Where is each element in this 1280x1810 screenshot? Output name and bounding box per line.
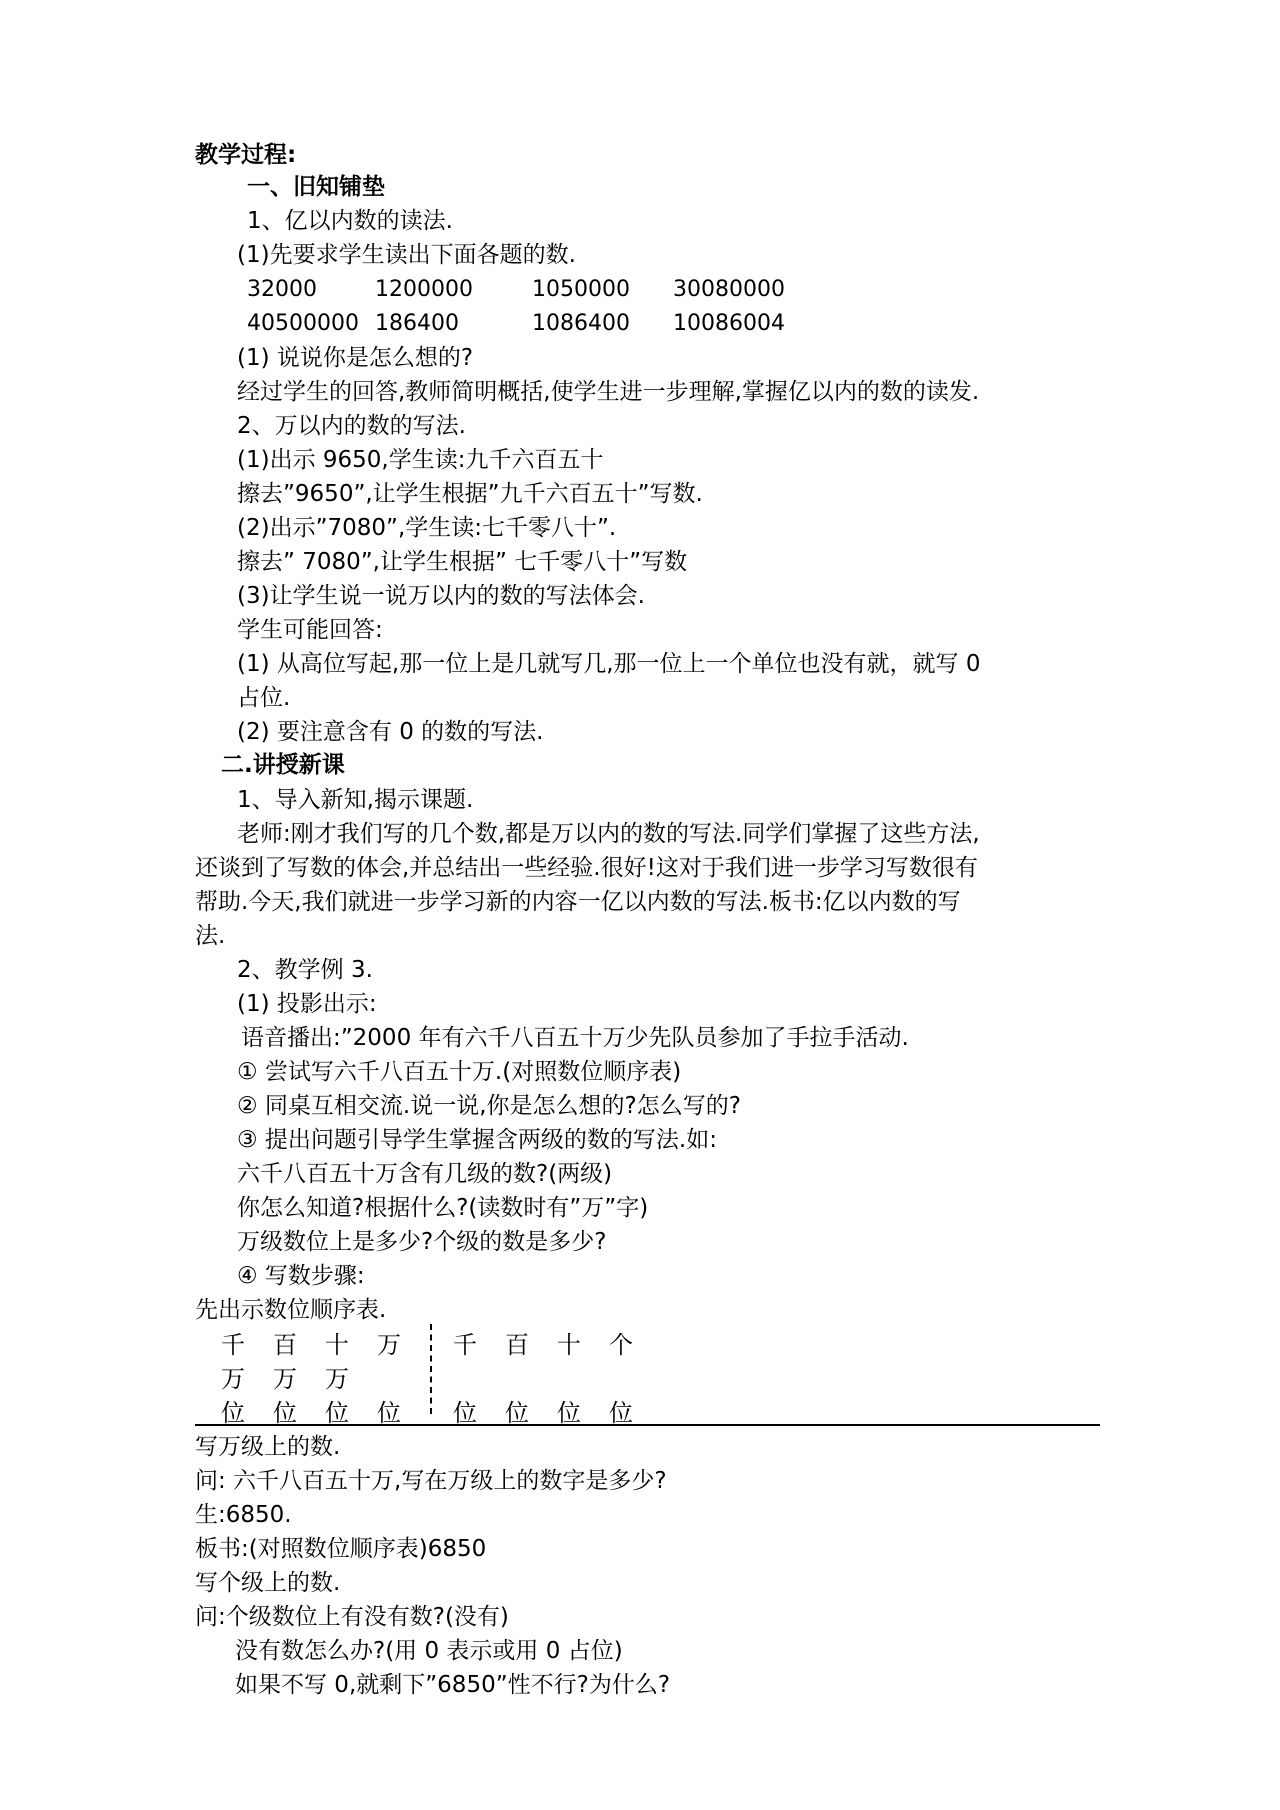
place-cell: 位 [557, 1399, 581, 1427]
horizontal-rule [195, 1424, 1100, 1426]
place-cell: 千 [453, 1331, 477, 1359]
place-cell: 千 [221, 1331, 245, 1359]
place-cell: 万 [377, 1331, 401, 1359]
paragraph: (1) 从高位写起,那一位上是几就写几,那一位上一个单位也没有就，就写 0 [237, 651, 981, 677]
paragraph: 学生可能回答: [237, 617, 383, 643]
paragraph: 擦去” 7080”,让学生根据” 七千零八十”写数 [237, 549, 688, 575]
paragraph: 生:6850. [195, 1502, 292, 1528]
paragraph: 如果不写 0,就剩下”6850”性不行?为什么? [235, 1672, 671, 1698]
place-cell: 位 [273, 1399, 297, 1427]
place-cell: 个 [609, 1331, 633, 1359]
paragraph: 万级数位上是多少?个级的数是多少? [237, 1229, 607, 1255]
paragraph: 问: 六千八百五十万,写在万级上的数字是多少? [195, 1468, 667, 1494]
place-cell: 位 [609, 1399, 633, 1427]
heading-review: 一、旧知铺垫 [247, 174, 385, 200]
number-cell: 1086400 [532, 311, 630, 336]
paragraph: (1) 说说你是怎么想的? [237, 345, 474, 371]
place-cell: 位 [325, 1399, 349, 1427]
paragraph: 1、导入新知,揭示课题. [237, 787, 474, 813]
paragraph: 帮助.今天,我们就进一步学习新的内容一亿以内数的写法.板书:亿以内数的写 [195, 889, 961, 915]
paragraph: 板书:(对照数位顺序表)6850 [195, 1536, 487, 1562]
paragraph: 写万级上的数. [195, 1434, 341, 1460]
paragraph: 还谈到了写数的体会,并总结出一些经验.很好!这对于我们进一步学习写数很有 [195, 855, 978, 881]
number-cell: 1050000 [532, 277, 630, 302]
number-cell: 32000 [247, 277, 317, 302]
paragraph: 问:个级数位上有没有数?(没有) [195, 1604, 509, 1630]
paragraph: 2、万以内的数的写法. [237, 413, 466, 439]
number-cell: 30080000 [673, 277, 785, 302]
paragraph: 语音播出:”2000 年有六千八百五十万少先队员参加了手拉手活动. [241, 1025, 909, 1051]
paragraph: 1、亿以内数的读法. [247, 208, 453, 234]
level-divider [430, 1324, 432, 1414]
paragraph: 法. [195, 923, 226, 949]
paragraph: (1)出示 9650,学生读:九千六百五十 [237, 447, 604, 473]
paragraph: ③ 提出问题引导学生掌握含两级的数的写法.如: [237, 1127, 717, 1153]
place-cell: 位 [505, 1399, 529, 1427]
heading-new-lesson: 二.讲授新课 [221, 752, 345, 778]
place-cell: 百 [273, 1331, 297, 1359]
place-cell: 万 [273, 1365, 297, 1393]
section-title: 教学过程: [195, 142, 297, 168]
paragraph: 六千八百五十万含有几级的数?(两级) [237, 1161, 613, 1187]
place-cell: 位 [377, 1399, 401, 1427]
paragraph: 先出示数位顺序表. [195, 1297, 387, 1323]
paragraph: (1)先要求学生读出下面各题的数. [237, 242, 576, 268]
paragraph: 经过学生的回答,教师简明概括,使学生进一步理解,掌握亿以内的数的读发. [237, 379, 980, 405]
paragraph: 老师:刚才我们写的几个数,都是万以内的数的写法.同学们掌握了这些方法, [237, 821, 980, 847]
paragraph: 2、教学例 3. [237, 957, 373, 983]
place-cell: 万 [221, 1365, 245, 1393]
place-cell: 十 [325, 1331, 349, 1359]
paragraph: (1) 投影出示: [237, 991, 377, 1017]
paragraph: 占位. [237, 685, 291, 711]
paragraph: 没有数怎么办?(用 0 表示或用 0 占位) [235, 1638, 623, 1664]
number-cell: 10086004 [673, 311, 785, 336]
place-cell: 十 [557, 1331, 581, 1359]
paragraph: 写个级上的数. [195, 1570, 341, 1596]
paragraph: (2) 要注意含有 0 的数的写法. [237, 719, 544, 745]
place-cell: 位 [453, 1399, 477, 1427]
place-cell: 万 [325, 1365, 349, 1393]
number-cell: 186400 [375, 311, 459, 336]
paragraph: 你怎么知道?根据什么?(读数时有”万”字) [237, 1195, 649, 1221]
place-cell: 位 [221, 1399, 245, 1427]
number-cell: 40500000 [247, 311, 359, 336]
paragraph: 擦去”9650”,让学生根据”九千六百五十”写数. [237, 481, 703, 507]
paragraph: (3)让学生说一说万以内的数的写法体会. [237, 583, 645, 609]
paragraph: ② 同桌互相交流.说一说,你是怎么想的?怎么写的? [237, 1093, 741, 1119]
paragraph: ④ 写数步骤: [237, 1263, 365, 1289]
paragraph: (2)出示”7080”,学生读:七千零八十”. [237, 515, 617, 541]
number-cell: 1200000 [375, 277, 473, 302]
paragraph: ① 尝试写六千八百五十万.(对照数位顺序表) [237, 1059, 682, 1085]
place-cell: 百 [505, 1331, 529, 1359]
